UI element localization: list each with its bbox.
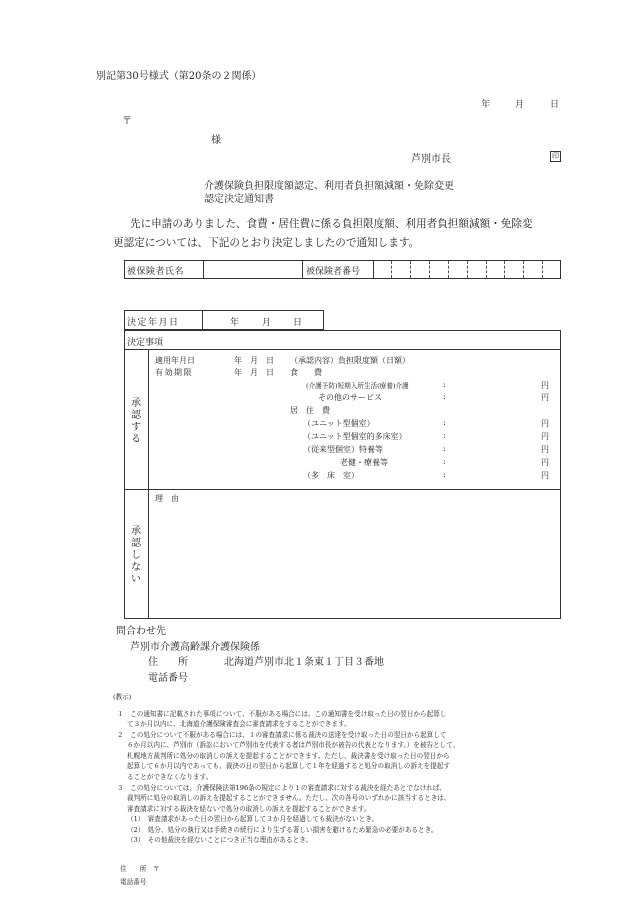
housing-item-label: （多 床 室） (303, 471, 359, 480)
housing-item-colon: : (443, 457, 446, 466)
valid-period-label: 有効期限 (155, 368, 193, 377)
note-line: （1） 審査請求があった日の翌日から起算して３か月を経過しても裁決がないとき。 (127, 815, 379, 823)
housing-item-label: （ユニット型個室的多床室） (303, 432, 407, 441)
housing-item-label: （従来型個室）特養等 (303, 445, 383, 454)
decision-date-year: 年 (230, 318, 240, 328)
note-line: 裁判所に処分の取消しの訴えを提起することができません。ただし、次の各号のいずれかに該当するときは、 (127, 794, 451, 802)
housing-item-label: （ユニット型個室） (303, 419, 375, 428)
decision-date-day: 日 (293, 318, 303, 328)
note-line: （3） その他裁決を経ないことにつき正当な理由があるとき。 (127, 836, 313, 844)
notes-heading: (教示) (113, 693, 132, 701)
approved-label: 承認する (131, 398, 141, 445)
decision-items-label: 決定事項 (127, 338, 164, 348)
insured-number-label: 被保険者番号 (306, 267, 361, 277)
housing-item-unit: 円 (541, 419, 549, 428)
note-line: て３か月以内に、北海道介護保険審査会に審査請求をすることができます。 (127, 720, 351, 728)
contact-phone-label: 電話番号 (148, 673, 188, 684)
insured-name-label: 被保険者氏名 (127, 267, 185, 277)
housing-item-colon: : (443, 470, 446, 479)
note-line: 審査請求に対する裁決を経ないで処分の取消しの訴えを提起することができます。 (127, 805, 371, 813)
note-line: ２ この処分について不服がある場合には、１の審査請求に係る裁決の送達を受け取った日の翌日から起算して (117, 731, 447, 739)
intro-line2: 更認定については、下記のとおり決定しましたので通知します。 (113, 237, 420, 249)
title-line1: 介護保険負担限度額認定、利用者負担額減額・免除変更 (204, 181, 454, 192)
form-number: 別記第30号様式（第20条の２関係） (96, 71, 262, 82)
contact-heading: 問合わせ先 (116, 626, 166, 637)
postal-mark: 〒 (122, 116, 132, 127)
addressee-honorific: 様 (211, 135, 221, 146)
issuer: 芦別市長 (411, 154, 451, 165)
housing-item-colon: : (443, 444, 446, 453)
footer-phone-label: 電話番号 (120, 878, 147, 886)
food-item-label: (介護予防)短期入所生活(療養)介護 (306, 382, 409, 390)
date-month: 月 (515, 100, 525, 110)
housing-item-unit: 円 (541, 432, 549, 441)
note-line: ６か月以内に、芦別市（訴訟において芦別市を代表する者は芦別市長が被告の代表となります。）を被告として、 (127, 741, 460, 749)
contact-address: 北海道芦別市北１条東１丁目３番地 (224, 657, 384, 668)
food-label: 食 費 (290, 368, 322, 377)
title-line2: 認定決定通知書 (204, 194, 274, 205)
note-line: ることができなくなります。 (127, 773, 213, 781)
contact-address-label: 住 所 (148, 657, 188, 668)
housing-item-unit: 円 (541, 445, 549, 454)
housing-item-colon: : (443, 431, 446, 440)
applicable-date-label: 適用年月日 (155, 356, 195, 365)
note-line: 起算して６か月以内であっても、裁決の日の翌日から起算して１年を経過すると処分の取消しの訴えを提起す (127, 762, 451, 770)
not-approved-label: 承認しない (131, 526, 141, 585)
food-item-unit: 円 (541, 381, 549, 390)
food-item-colon: : (443, 380, 446, 389)
food-item-label: その他のサービス (318, 393, 382, 402)
food-item-unit: 円 (541, 393, 549, 402)
food-item-colon: : (443, 392, 446, 401)
housing-item-colon: : (443, 418, 446, 427)
applicable-date-units: 年 月 日 (234, 356, 274, 365)
decision-date-label: 決定年月日 (127, 318, 180, 328)
housing-item-unit: 円 (541, 471, 549, 480)
note-line: １ この通知書に記載された事項について、不服がある場合には、この通知書を受け取った日の翌日から起算し (117, 710, 447, 718)
decision-date-month: 月 (262, 318, 272, 328)
note-line: ３ この処分については、介護保険法第196条の規定により１の審査請求に対する裁決を経たあとでなければ、 (117, 784, 446, 792)
seal-mark: 印 (552, 152, 559, 160)
intro-line1: 先に申請のありました、食費・居住費に係る負担限度額、利用者負担額減額・免除変 (130, 218, 533, 230)
housing-label: 居 住 費 (290, 406, 330, 415)
approval-content: （承認内容）負担限度額（日額） (290, 356, 410, 365)
housing-item-unit: 円 (541, 458, 549, 467)
date-day: 日 (550, 100, 560, 110)
note-line: （2） 処分、処分の執行又は手続きの続行により生ずる著しい損害を避けるため緊急の必要があるとき。 (127, 826, 438, 834)
contact-dept: 芦別市介護高齢課介護保険係 (130, 642, 260, 653)
date-year: 年 (481, 100, 491, 110)
footer-address-label: 住 所 〒 (120, 865, 160, 873)
valid-period-units: 年 月 日 (234, 368, 274, 377)
housing-item-label: 老健・療養等 (340, 458, 388, 467)
note-line: 札幌地方裁判所に処分の取消しの訴えを提起することができます。ただし、裁決書を受け取った日の翌日から (127, 752, 450, 760)
reason-label: 理 由 (155, 494, 179, 503)
